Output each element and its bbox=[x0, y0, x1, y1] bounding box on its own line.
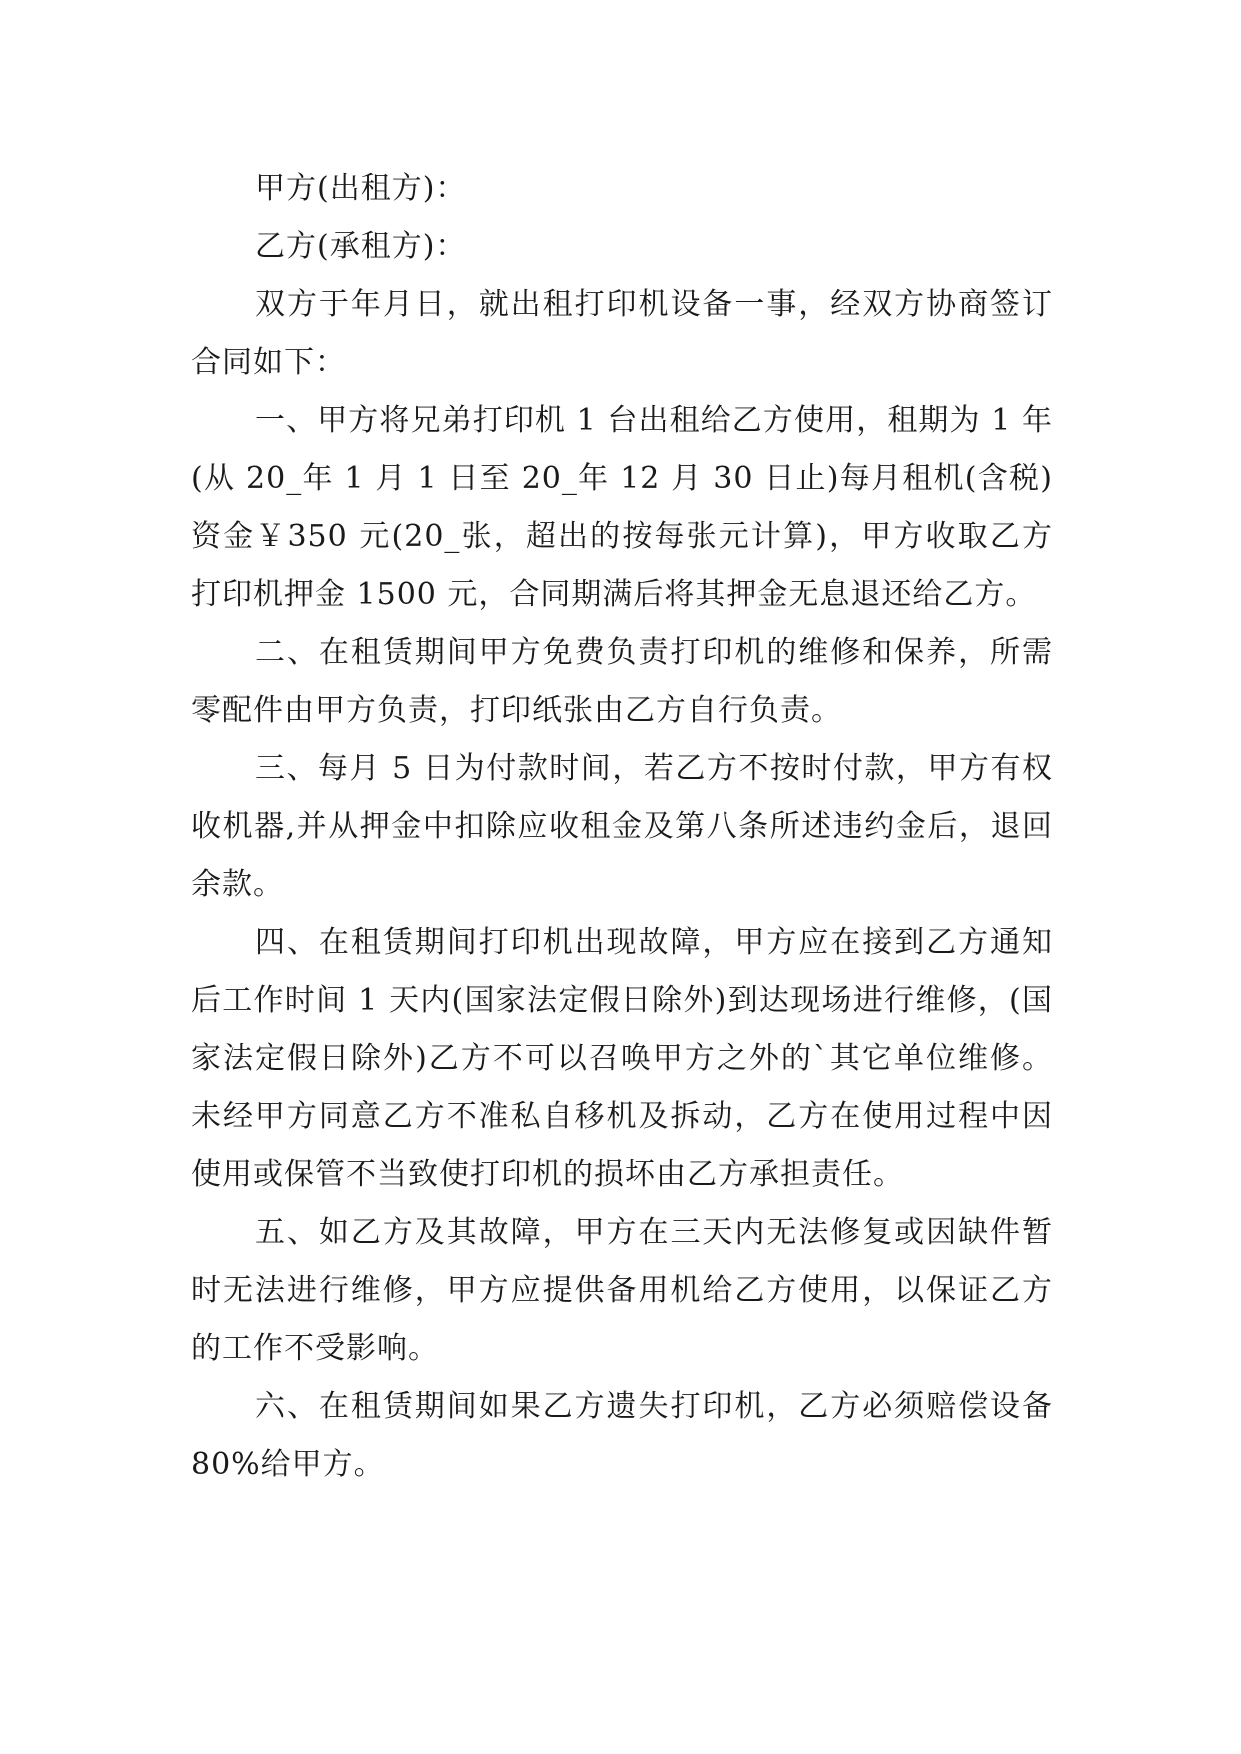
clause-1: 一、甲方将兄弟打印机 1 台出租给乙方使用，租期为 1 年(从 20_年 1 月 1 日至 20_年 12 月 30 日止)每月租机(含税)资金￥350 元(20_张，超出的按每张元计算)，甲方收取乙方打印机押金 1500 元，合同期满后将其押金无息退还给乙方。 bbox=[191, 403, 1053, 612]
party-a-line: 甲方(出租方)： bbox=[255, 171, 467, 206]
contract-body bbox=[191, 160, 1053, 1494]
clause-2: 二、在租赁期间甲方免费负责打印机的维修和保养，所需零配件由甲方负责，打印纸张由乙方自行负责。 bbox=[191, 635, 1053, 728]
contract-preamble: 双方于年月日，就出租打印机设备一事，经双方协商签订合同如下： bbox=[191, 287, 1053, 380]
party-b-line: 乙方(承租方)： bbox=[255, 229, 467, 264]
clause-3: 三、每月 5 日为付款时间，若乙方不按时付款，甲方有权收机器,并从押金中扣除应收租金及第八条所述违约金后，退回余款。 bbox=[191, 751, 1053, 902]
clause-6: 六、在租赁期间如果乙方遗失打印机，乙方必须赔偿设备 80%给甲方。 bbox=[191, 1389, 1053, 1482]
clause-4: 四、在租赁期间打印机出现故障，甲方应在接到乙方通知后工作时间 1 天内(国家法定假日除外)到达现场进行维修，(国家法定假日除外)乙方不可以召唤甲方之外的`其它单位维修。未经甲方同意乙方不准私自移机及拆动，乙方在使用过程中因使用或保管不当致使打印机的损坏由乙方承担责任。 bbox=[191, 925, 1053, 1192]
clause-5: 五、如乙方及其故障，甲方在三天内无法修复或因缺件暂时无法进行维修，甲方应提供备用机给乙方使用，以保证乙方的工作不受影响。 bbox=[191, 1215, 1053, 1366]
